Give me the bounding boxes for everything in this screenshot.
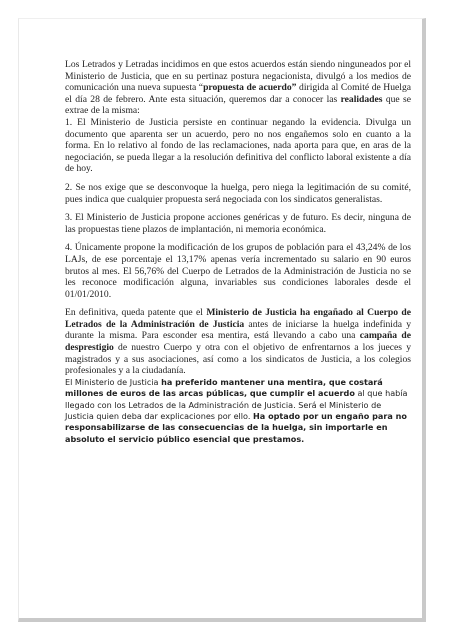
conclusion-paragraph: [65, 307, 411, 377]
conclusion-text-2: antes de iniciarse la huelga indefinida y durante la misma. Para esconder esa mentira, está llevando a cabo una: [65, 318, 411, 342]
conclusion-bold-1: Ministerio de Justicia ha engañado al Cuerpo de Letrados de la Administración de Justicia: [65, 307, 411, 330]
point-2-paragraph: 2. Se nos exige que se desconvoque la huelga, pero niega la legitimación de su comité, pues indica que cualquier propuesta será negociada con los sindicatos generalistas.: [65, 181, 411, 205]
point-1-paragraph: 1. El Ministerio de Justicia persiste en continuar negando la evidencia. Divulga un documento que aparenta ser un acuerdo, pero no nos engañemos solo en cuanto a la forma. En lo relativo al fondo de las reclamaciones, nada aporta para que, en aras de la negociación, se pueda llegar a la resolución definitiva del conflicto laboral existente a día de hoy.: [65, 116, 411, 175]
intro-text-2: dirigida al Comité de Huelga el día 28 de febrero. Ante esta situación, queremos dar a conocer las: [65, 82, 411, 105]
intro-bold-proposal: propuesta de acuerdo”: [203, 82, 297, 94]
final-text-1: El Ministerio de Justicia: [65, 376, 162, 387]
final-bold-1: ha preferido mantener una mentira, que costará millones de euros de las arcas públicas, que cumplir el acuerdo: [65, 376, 383, 399]
intro-bold-realities: realidades: [340, 93, 383, 105]
intro-text-1: Los Letrados y Letradas incidimos en que estos acuerdos están siendo ninguneados por el Ministerio de Justicia, que en su pertinaz postura negacionista, divulgó a los medios de comunicación una nueva supuesta “: [65, 59, 411, 94]
document-page: [18, 18, 426, 622]
final-bold-2: Ha optado por un engaño para no responsabilizarse de las consecuencias de la huelga, sin importarle en absoluto el servicio público esencial que prestamos.: [65, 411, 407, 444]
document-body: [65, 59, 411, 445]
intro-paragraph: [65, 59, 411, 117]
point-4-paragraph: 4. Únicamente propone la modificación de los grupos de población para el 43,24% de los LAJs, de ese porcentaje el 13,17% apenas vería incrementado su salario en 90 euros brutos al mes. El 56,76% del Cuerpo de Letrados de la Administración de Justicia no se les reconoce modificación alguna, invariables sus condiciones laborales desde el 01/01/2010.: [65, 242, 411, 300]
intro-text-3: que se extrae de la misma:: [65, 93, 412, 117]
final-text-2: al que había llegado con los Letrados de la Administración de Justicia. Será el Ministerio de Justicia quien deba dar explicaciones por ello.: [65, 388, 408, 422]
conclusion-bold-2: campaña de desprestigio: [65, 330, 411, 354]
point-3-paragraph: 3. El Ministerio de Justicia propone acciones genéricas y de futuro. Es decir, ninguna de las propuestas tiene plazos de implantación, ni memoria económica.: [65, 212, 411, 235]
conclusion-text-3: de nuestro Cuerpo y otra con el objetivo de enfrentarnos a los jueces y magistrados y a sus asociaciones, así como a los sindicatos de Justicia, a los colegios profesionales y a la ciudadanía.: [65, 342, 411, 377]
final-paragraph: [65, 377, 411, 445]
conclusion-text-1: En definitiva, queda patente que el: [65, 307, 207, 319]
